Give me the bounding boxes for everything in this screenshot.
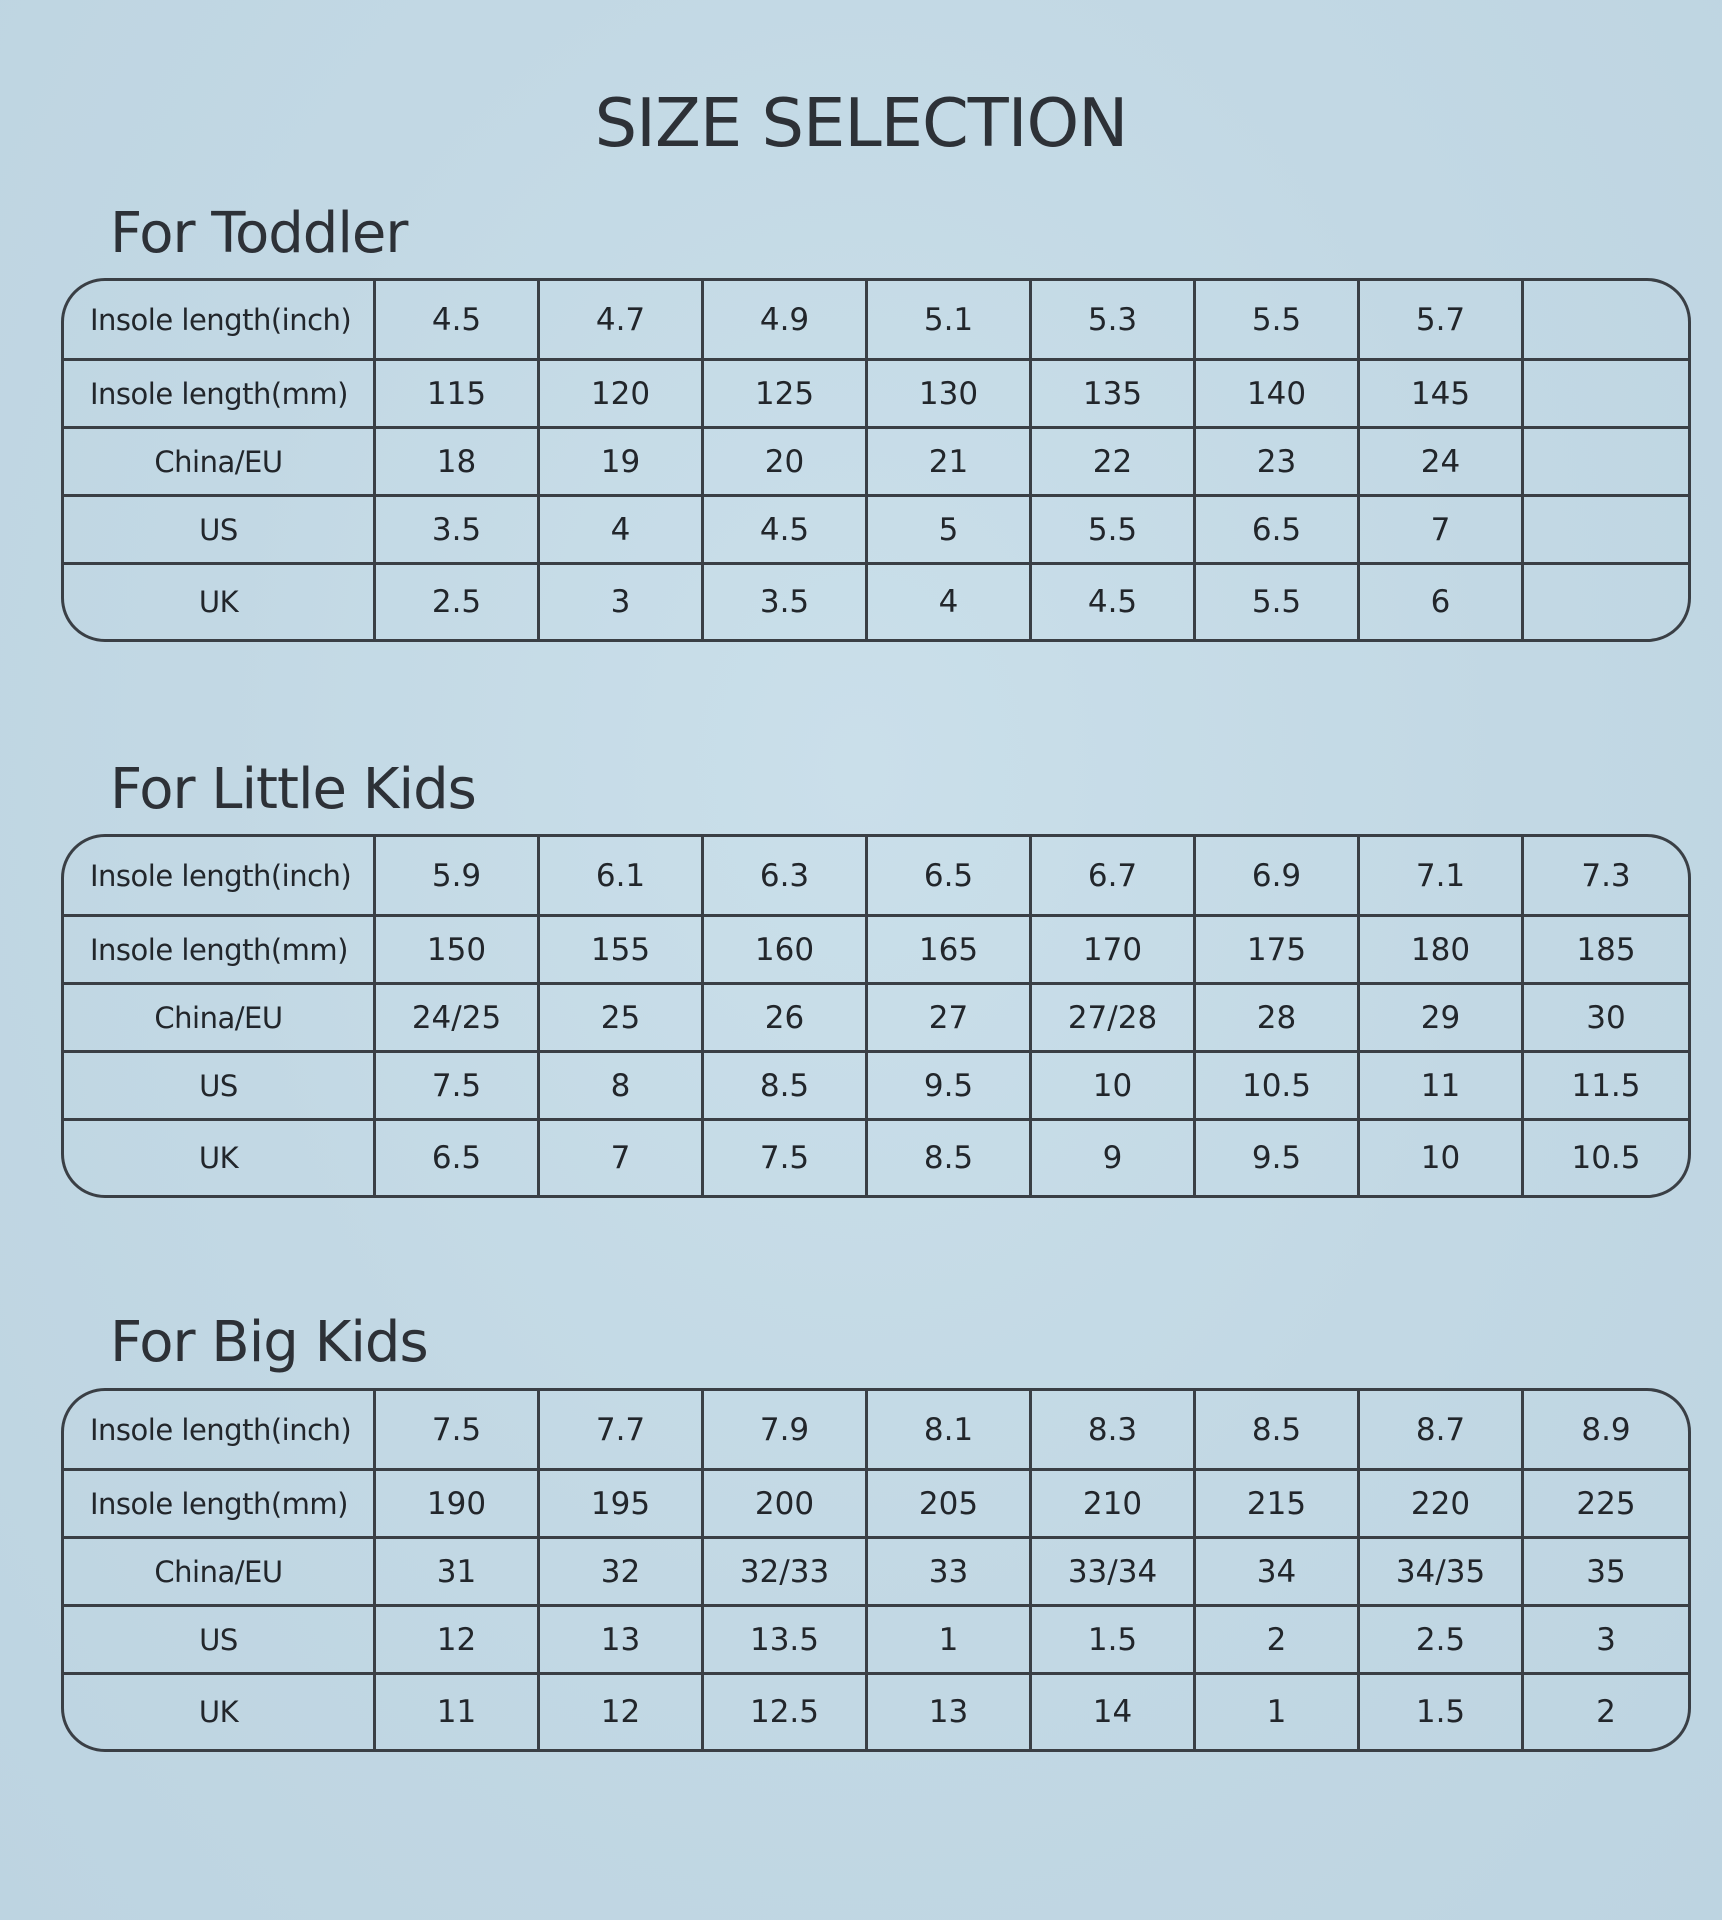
size-cell: 4 [868,565,1032,639]
size-cell: 9.5 [868,1053,1032,1121]
row-label: China/EU [64,985,376,1053]
size-cell: 1 [1196,1675,1360,1749]
size-cell: 6.5 [868,837,1032,917]
section-title-toddler: For Toddler [110,201,408,266]
size-cell: 210 [1032,1471,1196,1539]
size-cell: 13 [868,1675,1032,1749]
row-label: Insole length(mm) [64,361,376,429]
size-cell: 13 [540,1607,704,1675]
section-title-big-kids: For Big Kids [110,1310,428,1375]
size-cell: 130 [868,361,1032,429]
size-cell: 13.5 [704,1607,868,1675]
size-cell: 12 [376,1607,540,1675]
size-cell: 25 [540,985,704,1053]
row-label: UK [64,565,376,639]
size-cell: 6.5 [1196,497,1360,565]
size-cell: 190 [376,1471,540,1539]
size-cell: 7.7 [540,1391,704,1471]
row-label: China/EU [64,429,376,497]
size-cell: 5.9 [376,837,540,917]
size-cell: 155 [540,917,704,985]
size-cell: 225 [1524,1471,1688,1539]
size-cell: 20 [704,429,868,497]
size-cell: 7.5 [704,1121,868,1195]
size-cell: 14 [1032,1675,1196,1749]
size-cell: 30 [1524,985,1688,1053]
size-cell: 6.1 [540,837,704,917]
size-cell: 140 [1196,361,1360,429]
size-cell: 150 [376,917,540,985]
size-cell: 1.5 [1032,1607,1196,1675]
size-cell: 175 [1196,917,1360,985]
row-label: China/EU [64,1539,376,1607]
size-cell: 8.7 [1360,1391,1524,1471]
size-cell: 8.5 [868,1121,1032,1195]
size-cell: 3.5 [704,565,868,639]
size-cell: 8.9 [1524,1391,1688,1471]
size-cell: 10.5 [1196,1053,1360,1121]
size-cell: 34 [1196,1539,1360,1607]
size-cell: 35 [1524,1539,1688,1607]
size-cell: 2 [1596,1694,1616,1730]
size-cell: 4.7 [540,281,704,361]
size-cell: 32/33 [704,1539,868,1607]
size-cell: 125 [704,361,868,429]
size-cell: 3.5 [376,497,540,565]
size-cell: 120 [540,361,704,429]
size-cell: 28 [1196,985,1360,1053]
size-cell [1524,361,1688,429]
size-cell: 185 [1524,917,1688,985]
size-cell: 31 [376,1539,540,1607]
size-cell: 24/25 [376,985,540,1053]
size-cell: 7.5 [376,1391,540,1471]
size-cell: 21 [868,429,1032,497]
size-cell: 8 [540,1053,704,1121]
size-cell [1524,497,1688,565]
size-cell: 2.5 [1360,1607,1524,1675]
size-cell: 8.3 [1032,1391,1196,1471]
row-label: Insole length(inch) [64,281,376,361]
size-cell: 2 [1196,1607,1360,1675]
size-cell: 4.9 [704,281,868,361]
size-cell: 3 [540,565,704,639]
size-cell: 200 [704,1471,868,1539]
row-label: US [64,1607,376,1675]
size-cell: 24 [1360,429,1524,497]
size-cell: 145 [1360,361,1524,429]
size-cell: 5.5 [1196,281,1360,361]
size-cell: 10 [1360,1121,1524,1195]
size-cell: 8.5 [704,1053,868,1121]
size-cell: 10 [1032,1053,1196,1121]
size-cell: 11 [1360,1053,1524,1121]
size-cell: 32 [540,1539,704,1607]
size-cell: 33 [868,1539,1032,1607]
size-cell: 22 [1032,429,1196,497]
size-cell: 8.5 [1196,1391,1360,1471]
size-cell: 6 [1360,565,1524,639]
size-cell: 33/34 [1032,1539,1196,1607]
row-label: US [64,1053,376,1121]
size-cell: 7 [540,1121,704,1195]
size-cell: 5.5 [1032,497,1196,565]
size-table-big-kids [61,1388,1691,1752]
row-label: Insole length(inch) [64,1391,376,1471]
size-cell: 7.1 [1360,837,1524,917]
size-cell: 8.1 [868,1391,1032,1471]
size-cell: 135 [1032,361,1196,429]
size-cell: 4.5 [376,281,540,361]
size-cell: 1.5 [1360,1675,1524,1749]
size-cell: 7.3 [1524,837,1688,917]
size-cell [1524,281,1688,361]
size-cell: 9.5 [1196,1121,1360,1195]
size-cell: 34/35 [1360,1539,1524,1607]
size-cell: 5.5 [1196,565,1360,639]
size-cell: 11 [376,1675,540,1749]
size-cell: 19 [540,429,704,497]
size-cell: 1 [868,1607,1032,1675]
size-cell: 6.9 [1196,837,1360,917]
size-cell: 5.1 [868,281,1032,361]
row-label: UK [64,1121,376,1195]
size-table-little-kids [61,834,1691,1198]
size-cell: 2.5 [376,565,540,639]
size-cell [1524,565,1688,639]
size-cell: 4 [540,497,704,565]
size-cell: 27/28 [1032,985,1196,1053]
size-cell: 7.5 [376,1053,540,1121]
size-cell: 5.7 [1360,281,1524,361]
size-cell: 27 [868,985,1032,1053]
size-cell: 195 [540,1471,704,1539]
size-cell: 23 [1196,429,1360,497]
row-label: Insole length(mm) [64,917,376,985]
size-cell: 10.5 [1571,1140,1641,1176]
size-cell: 205 [868,1471,1032,1539]
size-cell: 170 [1032,917,1196,985]
size-cell: 3 [1524,1607,1688,1675]
size-cell: 7 [1360,497,1524,565]
row-label: UK [64,1675,376,1749]
size-cell: 11.5 [1524,1053,1688,1121]
size-cell: 5.3 [1032,281,1196,361]
size-cell: 18 [376,429,540,497]
size-cell: 6.7 [1032,837,1196,917]
size-cell: 4.5 [1032,565,1196,639]
size-cell [1524,429,1688,497]
size-table-toddler [61,278,1691,642]
size-cell: 12 [540,1675,704,1749]
size-cell: 6.3 [704,837,868,917]
size-cell: 115 [376,361,540,429]
size-cell: 6.5 [376,1121,540,1195]
size-cell: 12.5 [704,1675,868,1749]
size-cell: 7.9 [704,1391,868,1471]
size-cell: 220 [1360,1471,1524,1539]
size-cell: 26 [704,985,868,1053]
size-cell: 165 [868,917,1032,985]
section-title-little-kids: For Little Kids [110,757,476,822]
size-cell: 29 [1360,985,1524,1053]
size-cell: 160 [704,917,868,985]
row-label: US [64,497,376,565]
page-title: SIZE SELECTION [594,84,1128,162]
size-cell: 5 [868,497,1032,565]
size-cell: 4.5 [704,497,868,565]
size-cell: 9 [1032,1121,1196,1195]
row-label: Insole length(mm) [64,1471,376,1539]
size-cell: 215 [1196,1471,1360,1539]
size-cell: 180 [1360,917,1524,985]
row-label: Insole length(inch) [64,837,376,917]
